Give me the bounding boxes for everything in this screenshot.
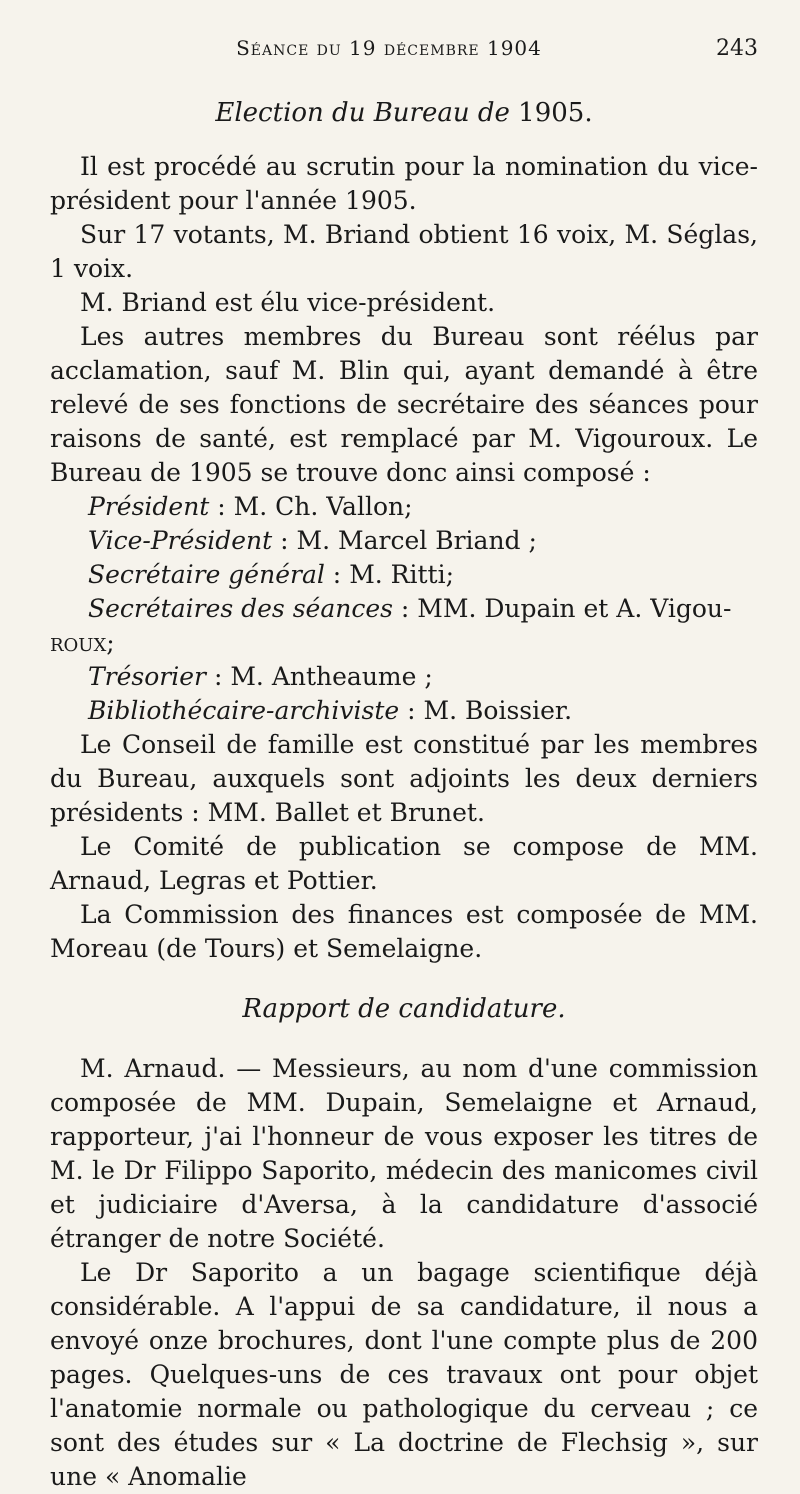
bureau-sep: : [209,492,234,521]
bureau-sep: : [272,526,297,555]
bureau-name: M. Antheaume ; [230,662,433,691]
bureau-member [50,490,758,524]
bureau-role: Secrétaire général [88,560,325,589]
bureau-name: M. Boissier. [423,696,573,725]
bureau-name: M. Ch. Vallon; [233,492,413,521]
paragraph: Le Conseil de famille est constitué par les membres du Bureau, auxquels sont adjoints les deux derniers présidents : MM. Ballet et Brunet. [50,730,758,827]
bureau-list [50,490,758,728]
header-title-part1: Séance du [236,36,350,60]
bureau-sep: : [399,696,424,725]
bureau-role: Bibliothécaire-archiviste [88,696,400,725]
bureau-role: Vice-Président [88,526,273,555]
bureau-member [50,558,758,592]
section-title-text: Election du Bureau de [215,98,519,128]
section-title-election [50,96,758,130]
header-title-day: 19 [349,36,377,60]
bureau-name: M. Ritti; [349,560,455,589]
page-number: 243 [716,36,758,61]
paragraph: M. Briand est élu vice-président. [80,288,496,317]
section-title-year: 1905. [518,98,593,128]
bureau-name: MM. Dupain et A. Vigou- [417,594,732,623]
paragraph: Il est procédé au scrutin pour la nomination du vice-président pour l'année 1905. [50,152,758,215]
bureau-name: M. Marcel Briand ; [296,526,537,555]
bureau-member [50,660,758,694]
running-header [50,36,758,80]
section-title-rapport: Rapport de candidature. [242,994,566,1024]
bureau-role: Secrétaires des séances [88,594,393,623]
paragraph: La Commission des finances est composée de MM. Moreau (de Tours) et Semelaigne. [50,900,758,963]
bureau-sep: : [206,662,231,691]
header-title [50,36,688,60]
bureau-sep: : [392,594,418,623]
bureau-sep: : [324,560,350,589]
bureau-role: Président [88,492,210,521]
header-title-part2: décembre [376,36,487,60]
paragraph: M. Arnaud. — Messieurs, au nom d'une commission composée de MM. Dupain, Semelaigne et Arnaud, rapporteur, j'ai l'honneur de vous exposer les titres de M. le Dr Filippo Saporito, médecin des manicomes civil et judiciaire d'Aversa, à la candidature d'associé étranger de notre Société. [50,1054,758,1253]
bureau-member [50,694,758,728]
header-title-year: 1904 [486,36,542,60]
paragraph: Les autres membres du Bureau sont réélus par acclamation, sauf M. Blin qui, ayant demandé à être relevé de ses fonctions de secrétaire des séances pour raisons de santé, est remplacé par M. Vigouroux. Le Bureau de 1905 se trouve donc ainsi composé : [50,322,758,487]
paragraph: Le Dr Saporito a un bagage scientifique déjà considérable. A l'appui de sa candidature, il nous a envoyé onze brochures, dont l'une compte plus de 200 pages. Quelques-uns de ces travaux ont pour objet l'anatomie normale ou pathologique du cerveau ; ce sont des études sur « La doctrine de Flechsig », sur une « Anomalie [50,1258,758,1491]
bureau-member-continuation [50,626,758,660]
bureau-role: Trésorier [88,662,206,691]
paragraph: Le Comité de publication se compose de MM. Arnaud, Legras et Pottier. [50,832,758,895]
bureau-name-continuation: roux; [50,628,115,657]
paragraph: Sur 17 votants, M. Briand obtient 16 voix, M. Séglas, 1 voix. [50,220,758,283]
bureau-member [50,592,758,626]
bureau-member [50,524,758,558]
